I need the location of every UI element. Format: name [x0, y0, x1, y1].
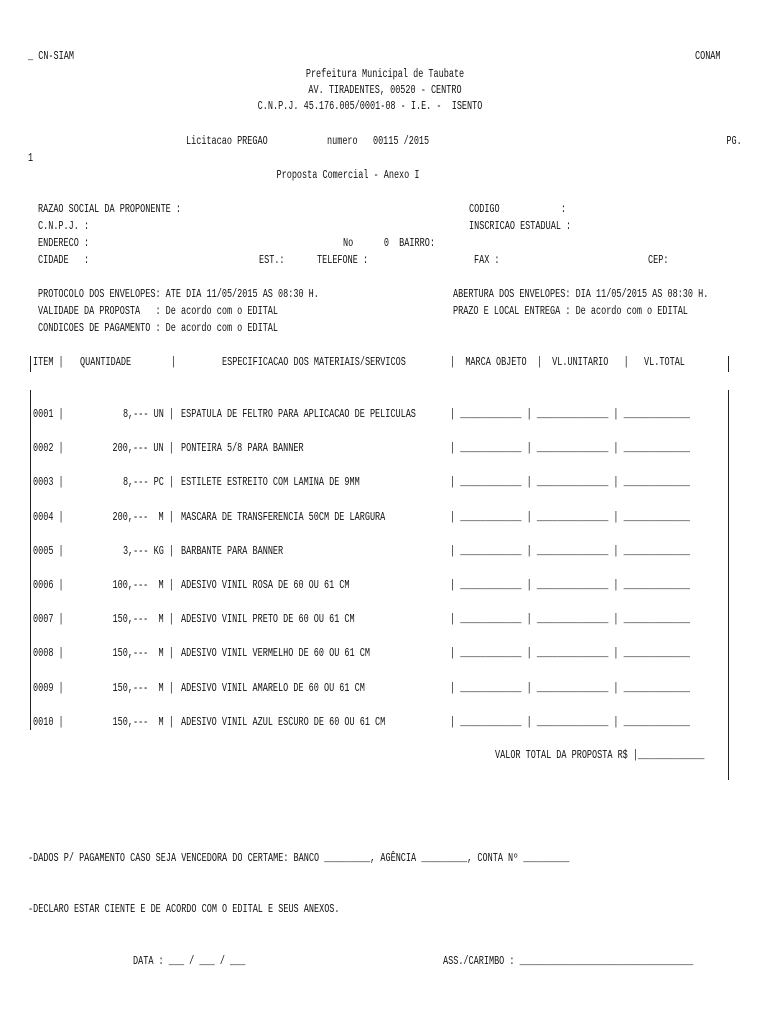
- validade-proposta: VALIDADE DA PROPOSTA : De acordo com o EDITAL: [38, 305, 279, 318]
- data-field: DATA : ___ / ___ / ___: [133, 955, 246, 968]
- item-number: 0009 |: [33, 682, 64, 695]
- item-description: BARBANTE PARA BANNER: [181, 545, 284, 558]
- valor-total-proposta: VALOR TOTAL DA PROPOSTA R$ |_____________: [495, 749, 705, 762]
- item-number: 0005 |: [33, 545, 64, 558]
- item-description: ADESIVO VINIL AMARELO DE 60 OU 61 CM: [181, 682, 365, 695]
- page-number: 1: [28, 152, 34, 165]
- item-quantity: 8,--- PC |: [122, 476, 174, 489]
- page-label: PG.: [726, 135, 742, 148]
- licitacao-label: Licitacao PREGAO: [186, 135, 268, 148]
- item-price-blanks: | ____________ | ______________ | _____________: [450, 682, 691, 695]
- item-number: 0007 |: [33, 613, 64, 626]
- table-right-border: [728, 356, 729, 372]
- item-quantity: 200,--- UN |: [112, 442, 174, 455]
- item-description: ADESIVO VINIL AZUL ESCURO DE 60 OU 61 CM: [181, 716, 386, 729]
- abertura-envelopes: ABERTURA DOS ENVELOPES: DIA 11/05/2015 AS 08:30 H.: [453, 288, 709, 301]
- item-price-blanks: | ____________ | ______________ | _____________: [450, 476, 691, 489]
- item-description: ADESIVO VINIL ROSA DE 60 OU 61 CM: [181, 579, 350, 592]
- item-number: 0008 |: [33, 647, 64, 660]
- item-number: 0003 |: [33, 476, 64, 489]
- item-quantity: 200,--- M |: [112, 511, 174, 524]
- item-quantity: 150,--- M |: [112, 716, 174, 729]
- cep-field: CEP:: [648, 254, 669, 267]
- item-quantity: 150,--- M |: [112, 647, 174, 660]
- item-price-blanks: | ____________ | ______________ | _____________: [450, 716, 691, 729]
- table-body-right-border: [728, 390, 729, 780]
- org-name: Prefeitura Municipal de Taubate: [305, 68, 465, 81]
- header-separator: |: [171, 356, 177, 369]
- item-description: ADESIVO VINIL VERMELHO DE 60 OU 61 CM: [181, 647, 370, 660]
- fax-field: FAX :: [474, 254, 500, 267]
- item-price-blanks: | ____________ | ______________ | _____________: [450, 647, 691, 660]
- item-quantity: 150,--- M |: [112, 613, 174, 626]
- item-number: 0001 |: [33, 408, 64, 421]
- table-left-border: [30, 356, 31, 372]
- org-address: AV. TIRADENTES, 00520 - CENTRO: [308, 84, 462, 97]
- org-cnpj: C.N.P.J. 45.176.005/0001-08 - I.E. - ISENTO: [257, 100, 483, 113]
- item-description: ADESIVO VINIL PRETO DE 60 OU 61 CM: [181, 613, 355, 626]
- item-description: MASCARA DE TRANSFERENCIA 50CM DE LARGURA: [181, 511, 386, 524]
- inscricao-field: INSCRICAO ESTADUAL :: [469, 220, 572, 233]
- item-price-blanks: | ____________ | ______________ | _____________: [450, 511, 691, 524]
- item-number: 0004 |: [33, 511, 64, 524]
- dados-pagamento: -DADOS P/ PAGAMENTO CASO SEJA VENCEDORA DO CERTAME: BANCO _________, AGÊNCIA _________, CONTA Nº _________: [28, 852, 570, 865]
- telefone-field: TELEFONE :: [317, 254, 369, 267]
- system-tag: _ CN-SIAM: [28, 50, 74, 63]
- header-item: ITEM |: [33, 356, 64, 369]
- estado-field: EST.:: [259, 254, 285, 267]
- cidade-field: CIDADE :: [38, 254, 90, 267]
- item-price-blanks: | ____________ | ______________ | _____________: [450, 545, 691, 558]
- item-quantity: 3,--- KG |: [122, 545, 174, 558]
- item-price-blanks: | ____________ | ______________ | _____________: [450, 408, 691, 421]
- item-number: 0010 |: [33, 716, 64, 729]
- item-price-blanks: | ____________ | ______________ | _____________: [450, 442, 691, 455]
- item-number: 0006 |: [33, 579, 64, 592]
- item-description: ESPATULA DE FELTRO PARA APLICACAO DE PELICULAS: [181, 408, 416, 421]
- item-quantity: 100,--- M |: [112, 579, 174, 592]
- item-description: ESTILETE ESTREITO COM LAMINA DE 9MM: [181, 476, 360, 489]
- condicoes-pagamento: CONDICOES DE PAGAMENTO : De acordo com o EDITAL: [38, 322, 279, 335]
- licitacao-numero: numero 00115 /2015: [327, 135, 430, 148]
- protocolo-envelopes: PROTOCOLO DOS ENVELOPES: ATE DIA 11/05/2015 AS 08:30 H.: [38, 288, 319, 301]
- assinatura-carimbo-field: ASS./CARIMBO : __________________________________: [443, 955, 694, 968]
- item-number: 0002 |: [33, 442, 64, 455]
- item-price-blanks: | ____________ | ______________ | _____________: [450, 613, 691, 626]
- document-title: Proposta Comercial - Anexo I: [276, 169, 420, 182]
- item-quantity: 150,--- M |: [112, 682, 174, 695]
- item-description: PONTEIRA 5/8 PARA BANNER: [181, 442, 304, 455]
- endereco-field: ENDERECO :: [38, 237, 90, 250]
- header-especificacao: ESPECIFICACAO DOS MATERIAIS/SERVICOS: [222, 356, 406, 369]
- codigo-field: CODIGO :: [469, 203, 567, 216]
- item-quantity: 8,--- UN |: [122, 408, 174, 421]
- prazo-entrega: PRAZO E LOCAL ENTREGA : De acordo com o EDITAL: [453, 305, 688, 318]
- item-price-blanks: | ____________ | ______________ | _____________: [450, 579, 691, 592]
- header-marca-valores: | MARCA OBJETO | VL.UNITARIO | VL.TOTAL: [450, 356, 685, 369]
- declaracao: -DECLARO ESTAR CIENTE E DE ACORDO COM O EDITAL E SEUS ANEXOS.: [28, 903, 340, 916]
- numero-bairro-field: No 0 BAIRRO:: [343, 237, 435, 250]
- cnpj-field: C.N.P.J. :: [38, 220, 90, 233]
- header-quantidade: QUANTIDADE: [80, 356, 132, 369]
- org-code: CONAM: [695, 50, 721, 63]
- razao-social-field: RAZAO SOCIAL DA PROPONENTE :: [38, 203, 181, 216]
- table-body-left-border: [30, 390, 31, 730]
